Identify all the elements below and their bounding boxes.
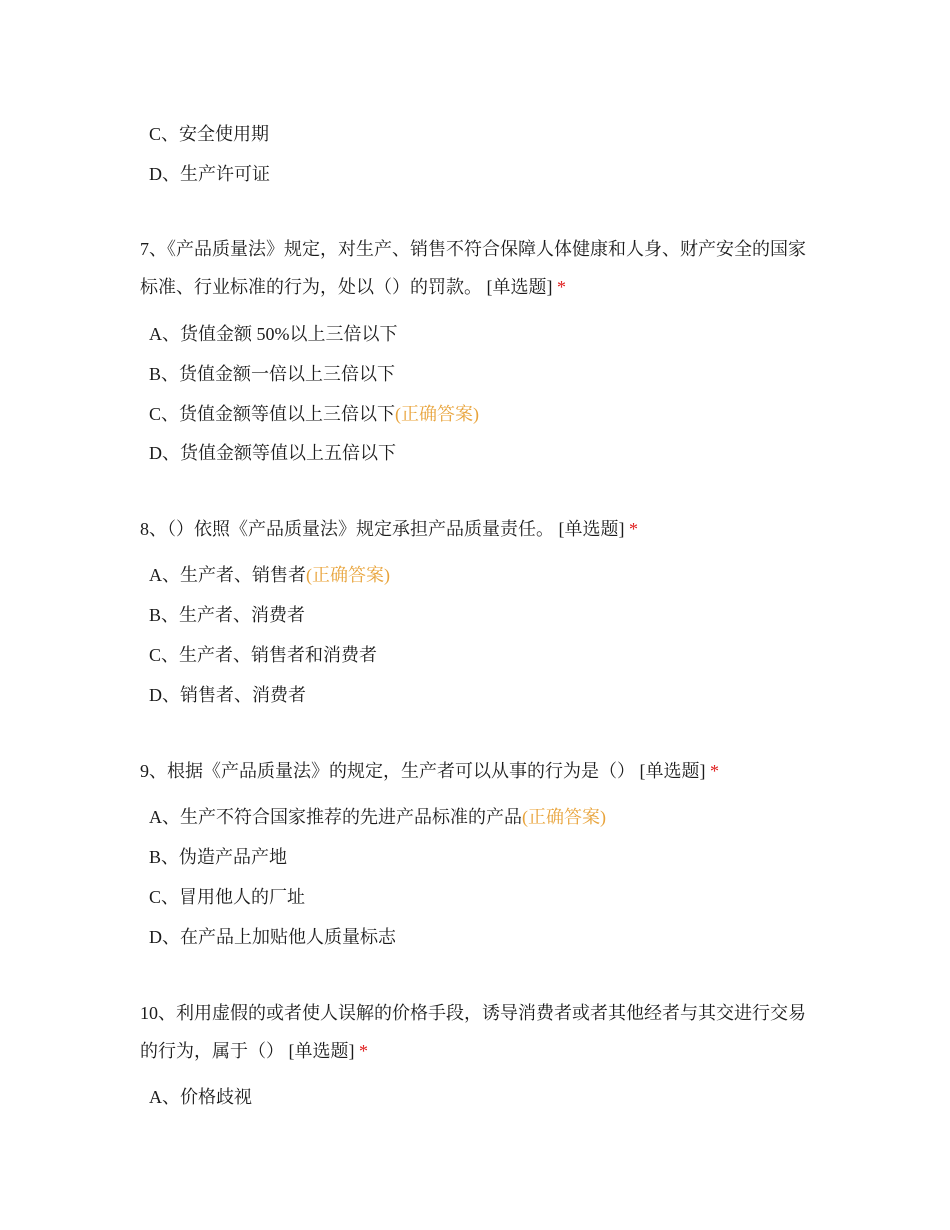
option-letter: C、 [149, 404, 180, 424]
option-letter: B、 [149, 847, 180, 867]
option-text: 销售者、消费者 [180, 685, 306, 705]
question-type-tag: [单选题] [288, 1041, 355, 1061]
required-mark: * [557, 277, 566, 297]
option-text: 货值金额等值以上五倍以下 [180, 443, 396, 463]
q9-option-b [149, 845, 287, 869]
option-text: 生产者、销售者 [180, 565, 306, 585]
option-text: 生产不符合国家推荐的先进产品标准的产品 [180, 807, 522, 827]
option-letter: D、 [149, 443, 180, 463]
q9-option-d [149, 925, 396, 949]
option-letter: D、 [149, 685, 180, 705]
option-letter: D、 [149, 164, 180, 184]
option-letter: C、 [149, 887, 180, 907]
question-type-tag: [单选题] [639, 761, 706, 781]
option-letter: D、 [149, 927, 180, 947]
q8-option-b [149, 603, 305, 627]
q10-option-a [149, 1085, 252, 1109]
question-10-stem [140, 994, 820, 1070]
option-letter: A、 [149, 324, 180, 344]
option-text: 在产品上加贴他人质量标志 [180, 927, 396, 947]
option-text: 货值金额等值以上三倍以下 [179, 404, 396, 424]
question-7-stem [140, 230, 820, 306]
option-letter: B、 [149, 605, 180, 625]
option-text: 生产者、消费者 [179, 605, 306, 625]
option-text: 货值金额一倍以上三倍以下 [179, 364, 396, 384]
q8-option-d [149, 683, 306, 707]
q8-option-c [149, 643, 377, 667]
option-text: 价格歧视 [180, 1087, 252, 1107]
question-text: 10、利用虚假的或者使人误解的价格手段，诱导消费者或者其他经者与其交进行交易的行为，属于（） [140, 1003, 806, 1061]
option-letter: C、 [149, 124, 180, 144]
q7-option-c [149, 402, 479, 426]
question-type-tag: [单选题] [558, 519, 625, 539]
required-mark: * [710, 761, 719, 781]
question-type-tag: [单选题] [486, 277, 553, 297]
option-text: 货值金额 50%以上三倍以下 [180, 324, 398, 344]
required-mark: * [629, 519, 638, 539]
q7-option-d [149, 441, 396, 465]
required-mark: * [359, 1041, 368, 1061]
q9-option-a [149, 805, 606, 829]
correct-answer-label: (正确答案) [395, 404, 480, 424]
q7-option-b [149, 362, 395, 386]
option-text: 伪造产品产地 [179, 847, 288, 867]
correct-answer-label: (正确答案) [522, 807, 606, 827]
option-text: 冒用他人的厂址 [179, 887, 306, 907]
option-text: 生产者、销售者和消费者 [179, 645, 378, 665]
option-letter: A、 [149, 565, 180, 585]
option-letter: C、 [149, 645, 180, 665]
question-text: 7、《产品质量法》规定，对生产、销售不符合保障人体健康和人身、财产安全的国家标准、行业标准的行为，处以（）的罚款。 [140, 239, 806, 297]
q8-option-a [149, 563, 390, 587]
q6-option-d [149, 162, 270, 186]
question-8-stem [140, 510, 820, 548]
option-letter: A、 [149, 1087, 180, 1107]
question-text: 9、根据《产品质量法》的规定，生产者可以从事的行为是（） [140, 761, 635, 781]
option-letter: A、 [149, 807, 180, 827]
q7-option-a [149, 322, 398, 346]
option-text: 生产许可证 [180, 164, 270, 184]
option-text: 安全使用期 [179, 124, 270, 144]
option-letter: B、 [149, 364, 180, 384]
question-9-stem [140, 752, 820, 790]
correct-answer-label: (正确答案) [306, 565, 390, 585]
q6-option-c [149, 122, 269, 146]
q9-option-c [149, 885, 305, 909]
question-text: 8、（）依照《产品质量法》规定承担产品质量责任。 [140, 519, 554, 539]
